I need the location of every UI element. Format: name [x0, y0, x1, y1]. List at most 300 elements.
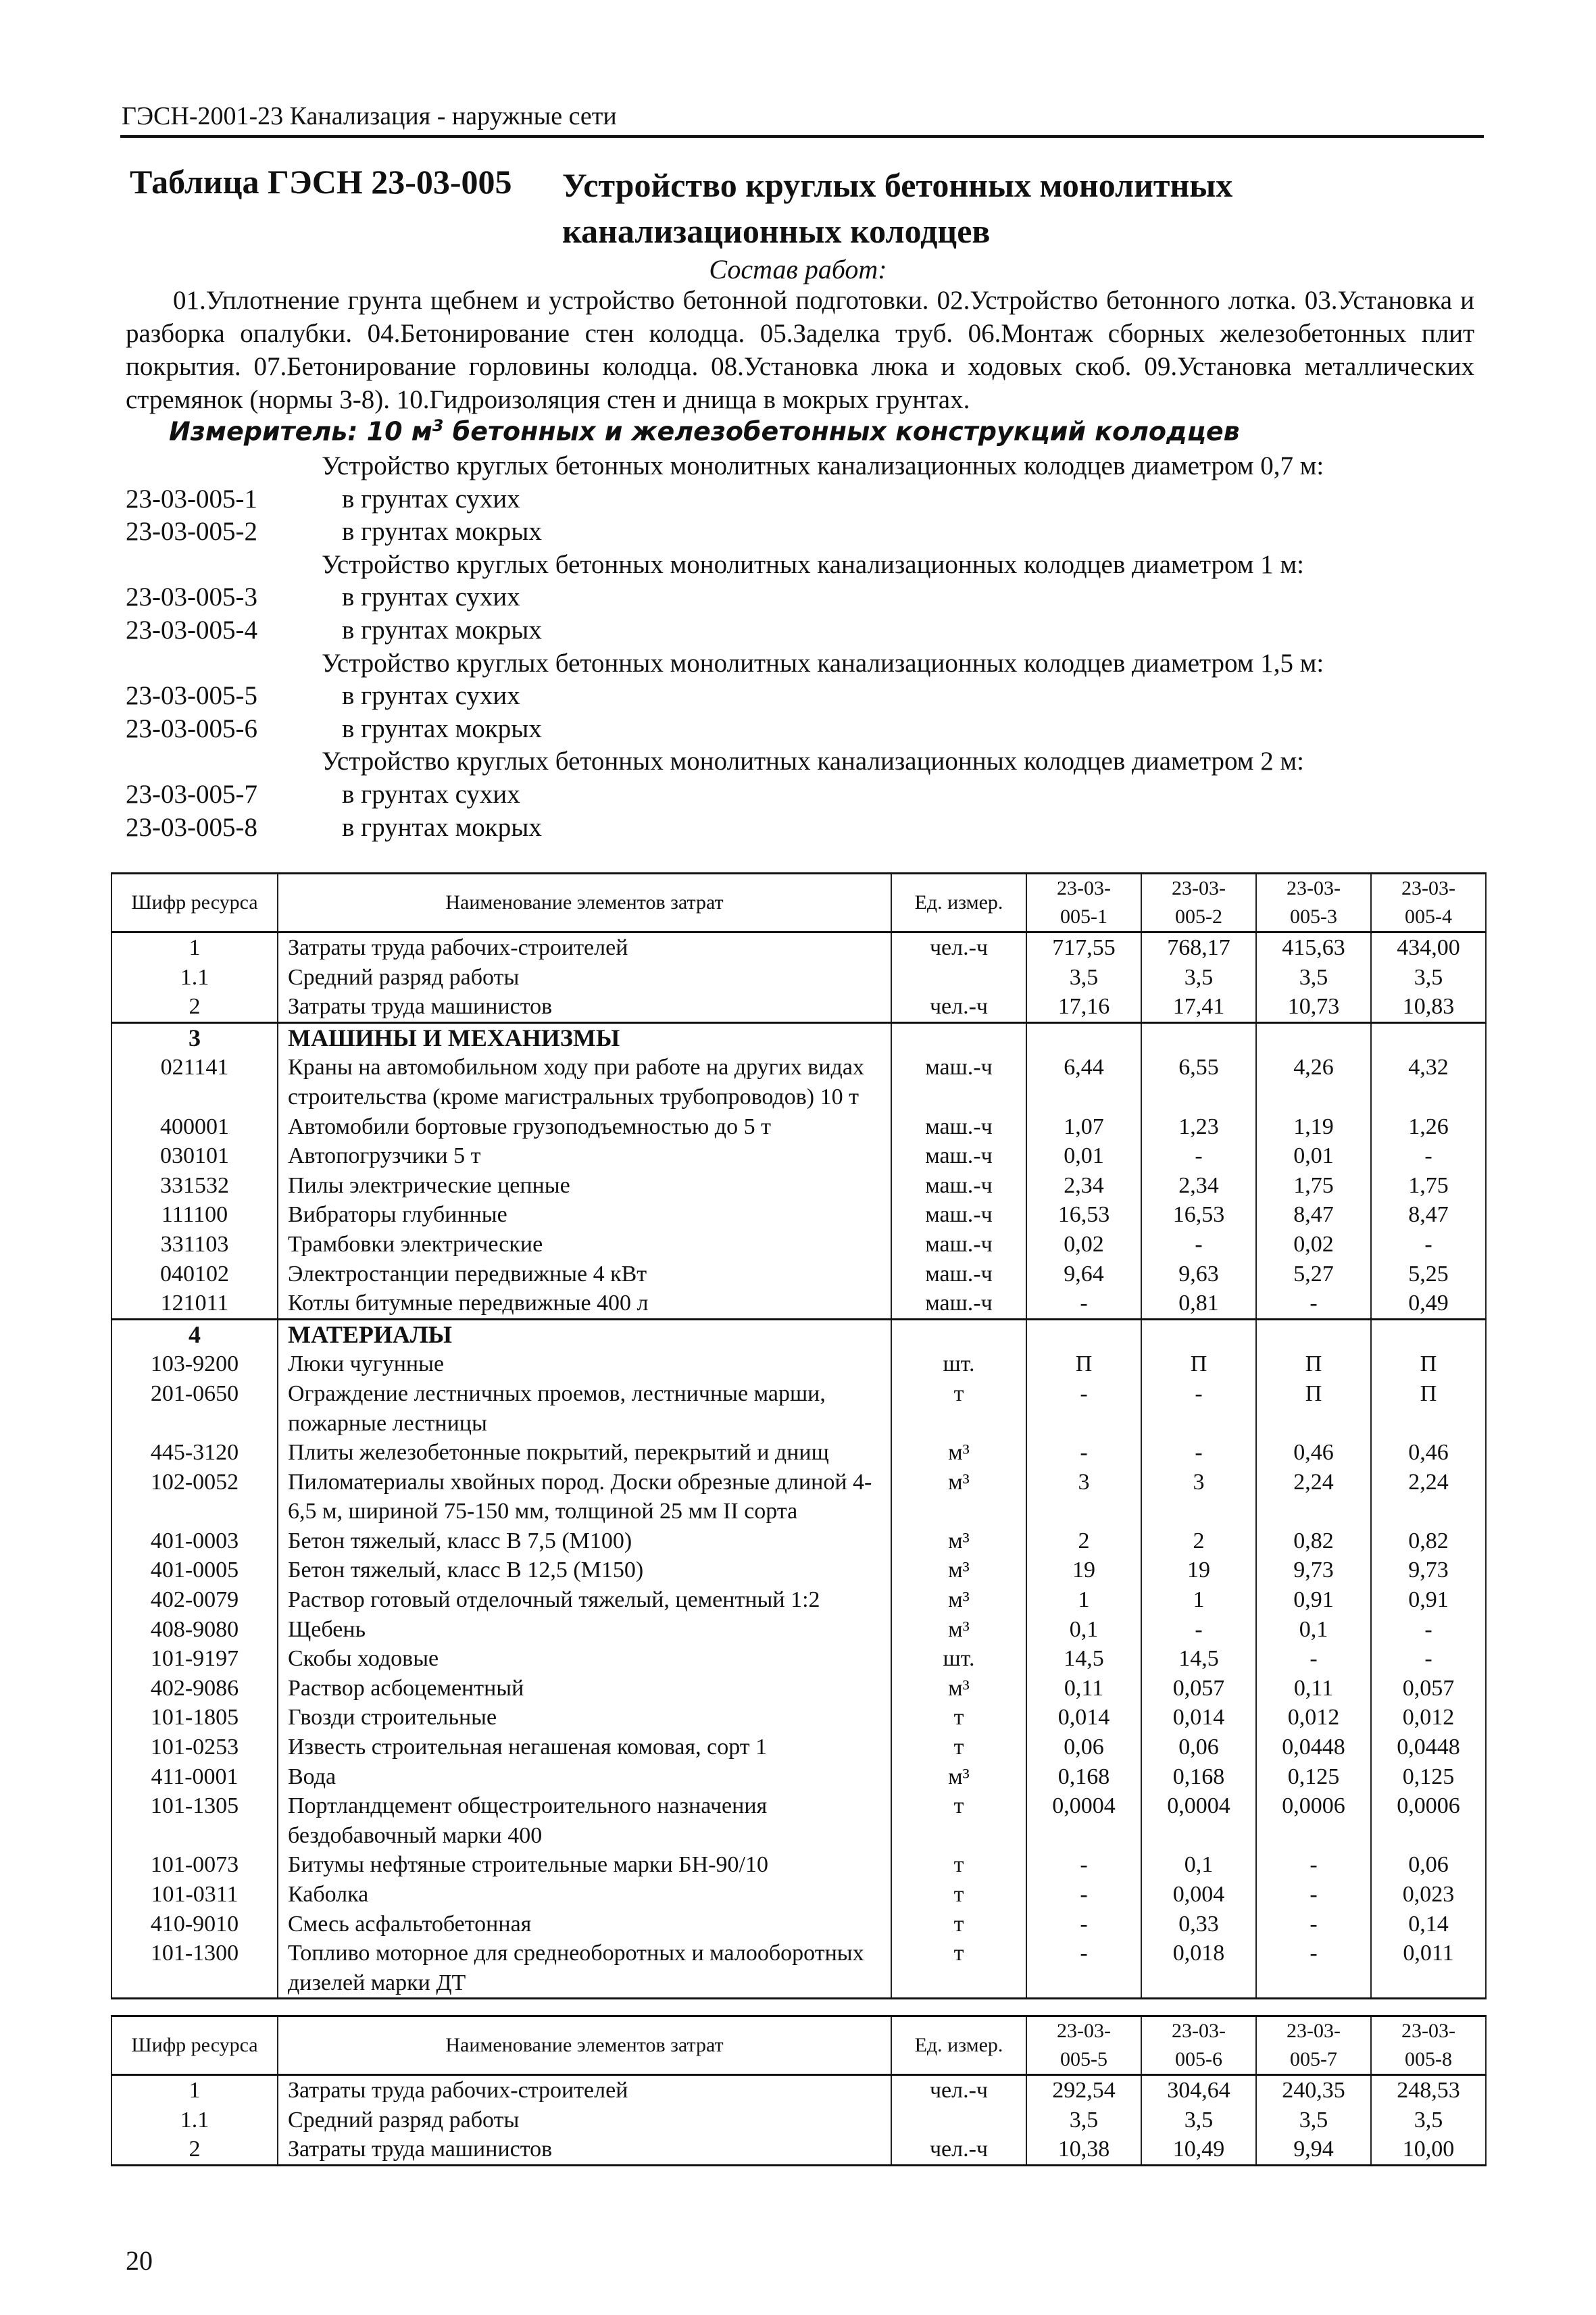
unit: т [891, 1939, 1026, 1999]
resource-code: 030101 [111, 1141, 278, 1171]
norm-value: 0,81 [1141, 1289, 1256, 1319]
norm-text: в грунтах сухих [342, 779, 520, 809]
norm-value: 0,0004 [1141, 1791, 1256, 1850]
norm-value: 0,0006 [1371, 1791, 1486, 1850]
table-row [111, 1349, 1486, 1379]
resource-code: 101-1305 [111, 1791, 278, 1850]
norm-value: П [1371, 1349, 1486, 1379]
resource-code: 101-0311 [111, 1880, 278, 1910]
norm-item [126, 581, 1484, 614]
resource-name: Трамбовки электрические [278, 1230, 891, 1260]
column-header: Шифр ресурса [111, 874, 278, 932]
norm-value: - [1141, 1379, 1256, 1438]
table-row [111, 1260, 1486, 1289]
column-header: Шифр ресурса [111, 2016, 278, 2075]
unit: м³ [891, 1468, 1026, 1526]
norm-value: 3,5 [1256, 963, 1371, 993]
norm-value: 0,11 [1026, 1674, 1141, 1703]
norm-value: 9,73 [1256, 1555, 1371, 1585]
norm-value: 0,06 [1371, 1850, 1486, 1880]
norm-value: 0,023 [1371, 1880, 1486, 1910]
norm-value: 415,63 [1256, 932, 1371, 963]
resource-name: Краны на автомобильном ходу при работе на других видах строительства (кроме магистральных трубопроводов) 10 т [278, 1053, 891, 1112]
resource-code: 103-9200 [111, 1349, 278, 1379]
unit: м³ [891, 1585, 1026, 1615]
unit: маш.-ч [891, 1200, 1026, 1230]
norm-value: 0,49 [1371, 1289, 1486, 1319]
unit: шт. [891, 1349, 1026, 1379]
unit: м³ [891, 1615, 1026, 1645]
unit: чел.-ч [891, 992, 1026, 1022]
unit: т [891, 1733, 1026, 1762]
unit: маш.-ч [891, 1112, 1026, 1142]
norm-code: 23-03-005-2 [126, 517, 257, 547]
norm-value: 9,63 [1141, 1260, 1256, 1289]
norm-value: 6,55 [1141, 1053, 1256, 1112]
unit: маш.-ч [891, 1230, 1026, 1260]
resource-code: 1 [111, 932, 278, 963]
table-row [111, 932, 1486, 963]
resource-name: Каболка [278, 1880, 891, 1910]
table-name-line-2: канализационных колодцев [562, 212, 991, 250]
norm-value: 3,5 [1256, 2106, 1371, 2135]
table-row [111, 1880, 1486, 1910]
norm-value: 10,38 [1026, 2135, 1141, 2165]
norm-value [1141, 1319, 1256, 1349]
norm-item [126, 778, 1484, 812]
norm-value: 0,06 [1141, 1733, 1256, 1762]
norm-value: 0,018 [1141, 1939, 1256, 1999]
norm-value: 10,83 [1371, 992, 1486, 1022]
table-row [111, 1762, 1486, 1792]
running-header: ГЭСН-2001-23 Канализация - наружные сети [122, 102, 617, 130]
norm-value: 16,53 [1141, 1200, 1256, 1230]
norm-text: в грунтах мокрых [342, 517, 542, 547]
norm-value: 0,01 [1256, 1141, 1371, 1171]
norm-value: - [1026, 1289, 1141, 1319]
norm-value: - [1256, 1939, 1371, 1999]
norm-text: Устройство круглых бетонных монолитных канализационных колодцев диаметром 0,7 м: [322, 451, 1324, 480]
resource-name: Ограждение лестничных проемов, лестничные марши, пожарные лестницы [278, 1379, 891, 1438]
resource-name: Портландцемент общестроительного назначения бездобавочный марки 400 [278, 1791, 891, 1850]
table-row [111, 1022, 1486, 1053]
norm-value: 5,27 [1256, 1260, 1371, 1289]
norm-value: 0,0448 [1256, 1733, 1371, 1762]
norm-item [126, 713, 1484, 746]
header-rule [120, 135, 1484, 138]
norm-value [1026, 1022, 1141, 1053]
resource-code: 3 [111, 1022, 278, 1053]
resource-code: 101-0073 [111, 1850, 278, 1880]
page-number: 20 [126, 2245, 153, 2276]
norm-value: 0,91 [1256, 1585, 1371, 1615]
unit [891, 963, 1026, 993]
table-row [111, 1674, 1486, 1703]
resource-code: 101-1300 [111, 1939, 278, 1999]
resource-name: Бетон тяжелый, класс В 7,5 (М100) [278, 1526, 891, 1556]
resource-code: 401-0003 [111, 1526, 278, 1556]
norm-value: 0,02 [1026, 1230, 1141, 1260]
resource-code: 1.1 [111, 2106, 278, 2135]
resource-code: 1 [111, 2075, 278, 2106]
norm-value [1256, 1319, 1371, 1349]
norm-value [1371, 1319, 1486, 1349]
resource-name: Щебень [278, 1615, 891, 1645]
norm-text: в грунтах мокрых [342, 714, 542, 743]
resource-code: 2 [111, 992, 278, 1022]
table-header-row [111, 874, 1486, 932]
table-row [111, 1053, 1486, 1112]
norm-value: - [1026, 1880, 1141, 1910]
resource-name: Затраты труда рабочих-строителей [278, 932, 891, 963]
norm-value: 14,5 [1026, 1644, 1141, 1674]
unit: т [891, 1791, 1026, 1850]
resource-code: 331103 [111, 1230, 278, 1260]
norm-text: Устройство круглых бетонных монолитных канализационных колодцев диаметром 1,5 м: [322, 648, 1324, 678]
column-header: 23-03- 005-3 [1256, 874, 1371, 932]
norm-value: 1,07 [1026, 1112, 1141, 1142]
resource-code: 408-9080 [111, 1615, 278, 1645]
norm-value: 0,168 [1141, 1762, 1256, 1792]
norm-value: 0,11 [1256, 1674, 1371, 1703]
norm-value [1256, 1022, 1371, 1053]
norm-value: 8,47 [1256, 1200, 1371, 1230]
table-row [111, 1555, 1486, 1585]
norm-value: 0,0006 [1256, 1791, 1371, 1850]
norm-value: 0,0004 [1026, 1791, 1141, 1850]
unit: маш.-ч [891, 1141, 1026, 1171]
table-row [111, 1644, 1486, 1674]
norm-value: 2,34 [1026, 1171, 1141, 1201]
norm-value [1371, 1022, 1486, 1053]
norm-value: - [1256, 1910, 1371, 1939]
resource-name: Затраты труда рабочих-строителей [278, 2075, 891, 2106]
resource-code: 102-0052 [111, 1468, 278, 1526]
unit: т [891, 1850, 1026, 1880]
resource-code: 445-3120 [111, 1438, 278, 1468]
norm-text: в грунтах мокрых [342, 615, 542, 645]
resource-code: 101-9197 [111, 1644, 278, 1674]
norm-code: 23-03-005-5 [126, 681, 257, 711]
norm-value: 0,1 [1026, 1615, 1141, 1645]
unit: маш.-ч [891, 1289, 1026, 1319]
column-header: 23-03- 005-2 [1141, 874, 1256, 932]
resource-code: 4 [111, 1319, 278, 1349]
norm-value: 0,1 [1141, 1850, 1256, 1880]
unit: маш.-ч [891, 1260, 1026, 1289]
norm-value: - [1256, 1644, 1371, 1674]
norm-value: - [1141, 1615, 1256, 1645]
norm-value: - [1026, 1850, 1141, 1880]
resource-name: Автомобили бортовые грузоподъемностью до 5 т [278, 1112, 891, 1142]
resource-code: 1.1 [111, 963, 278, 993]
norm-group-heading [126, 647, 1484, 680]
table-row [111, 1112, 1486, 1142]
table-row [111, 1526, 1486, 1556]
norm-value: 1,19 [1256, 1112, 1371, 1142]
resource-name: Люки чугунные [278, 1349, 891, 1379]
norm-value: 292,54 [1026, 2075, 1141, 2106]
norm-value: 248,53 [1371, 2075, 1486, 2106]
resource-code: 402-9086 [111, 1674, 278, 1703]
unit: т [891, 1703, 1026, 1733]
resource-name: Вибраторы глубинные [278, 1200, 891, 1230]
column-header: 23-03- 005-5 [1026, 2016, 1141, 2075]
norm-value: П [1371, 1379, 1486, 1438]
norm-text: в грунтах сухих [342, 582, 520, 612]
unit: т [891, 1379, 1026, 1438]
resource-code: 040102 [111, 1260, 278, 1289]
norm-value: 0,14 [1371, 1910, 1486, 1939]
norm-code: 23-03-005-6 [126, 714, 257, 743]
norm-value: 9,64 [1026, 1260, 1141, 1289]
norm-item [126, 483, 1484, 516]
norm-value: 9,94 [1256, 2135, 1371, 2165]
resource-code: 2 [111, 2135, 278, 2165]
norm-value: 304,64 [1141, 2075, 1256, 2106]
norm-item [126, 812, 1484, 845]
table-row [111, 2106, 1486, 2135]
resource-name: Пиломатериалы хвойных пород. Доски обрезные длиной 4-6,5 м, шириной 75-150 мм, толщиной 25 мм II сорта [278, 1468, 891, 1526]
table-row [111, 1910, 1486, 1939]
table-name [562, 162, 1232, 254]
norm-text: в грунтах сухих [342, 681, 520, 711]
norm-value: 1,75 [1256, 1171, 1371, 1201]
resource-name: Раствор асбоцементный [278, 1674, 891, 1703]
norm-value: 3,5 [1371, 963, 1486, 993]
norm-value: 3,5 [1141, 963, 1256, 993]
norm-group-heading [126, 450, 1484, 483]
norm-value: 0,014 [1026, 1703, 1141, 1733]
unit: т [891, 1880, 1026, 1910]
norm-value: 717,55 [1026, 932, 1141, 963]
resources-table-2 [111, 2015, 1487, 2166]
unit: м³ [891, 1555, 1026, 1585]
resource-name: Котлы битумные передвижные 400 л [278, 1289, 891, 1319]
unit [891, 1022, 1026, 1053]
table-row [111, 1733, 1486, 1762]
resource-code: 121011 [111, 1289, 278, 1319]
norm-value: 0,46 [1256, 1438, 1371, 1468]
resource-code: 101-0253 [111, 1733, 278, 1762]
norm-value: 0,057 [1141, 1674, 1256, 1703]
table-row [111, 992, 1486, 1022]
meter-superscript: 3 [432, 416, 444, 435]
table-row [111, 1791, 1486, 1850]
norm-value: 0,011 [1371, 1939, 1486, 1999]
norm-value: 2 [1026, 1526, 1141, 1556]
table-row [111, 1141, 1486, 1171]
unit [891, 2106, 1026, 2135]
norm-text: в грунтах сухих [342, 484, 520, 514]
resource-code: 410-9010 [111, 1910, 278, 1939]
norm-value: 0,125 [1371, 1762, 1486, 1792]
norm-value: 240,35 [1256, 2075, 1371, 2106]
table-row [111, 963, 1486, 993]
norm-text: Устройство круглых бетонных монолитных канализационных колодцев диаметром 2 м: [322, 747, 1304, 776]
meter-suffix: бетонных и железобетонных конструкций колодцев [443, 416, 1240, 447]
unit: м³ [891, 1526, 1026, 1556]
norm-value: 9,73 [1371, 1555, 1486, 1585]
norm-value: - [1026, 1379, 1141, 1438]
norm-group-heading [126, 549, 1484, 582]
norm-value: - [1371, 1615, 1486, 1645]
column-header: 23-03- 005-4 [1371, 874, 1486, 932]
norm-value: 0,02 [1256, 1230, 1371, 1260]
resource-name: Автопогрузчики 5 т [278, 1141, 891, 1171]
resource-name: Битумы нефтяные строительные марки БН-90/10 [278, 1850, 891, 1880]
norm-value: - [1371, 1644, 1486, 1674]
norm-value: 1 [1141, 1585, 1256, 1615]
norm-value: - [1256, 1850, 1371, 1880]
resource-code: 021141 [111, 1053, 278, 1112]
norm-value: 14,5 [1141, 1644, 1256, 1674]
resource-name: Раствор готовый отделочный тяжелый, цементный 1:2 [278, 1585, 891, 1615]
column-header: Наименование элементов затрат [278, 874, 891, 932]
norm-value: 3 [1141, 1468, 1256, 1526]
column-header: 23-03- 005-6 [1141, 2016, 1256, 2075]
norms-list [126, 450, 1484, 844]
norm-value: - [1371, 1230, 1486, 1260]
norm-text: Устройство круглых бетонных монолитных канализационных колодцев диаметром 1 м: [322, 549, 1304, 579]
table-row [111, 1230, 1486, 1260]
norm-code: 23-03-005-8 [126, 812, 257, 842]
norm-value: П [1256, 1349, 1371, 1379]
norm-value: 4,26 [1256, 1053, 1371, 1112]
norm-value: 2 [1141, 1526, 1256, 1556]
resource-name: Средний разряд работы [278, 963, 891, 993]
norm-value: П [1026, 1349, 1141, 1379]
norm-value: - [1371, 1141, 1486, 1171]
unit: шт. [891, 1644, 1026, 1674]
table-row [111, 1939, 1486, 1999]
column-header: Наименование элементов затрат [278, 2016, 891, 2075]
column-header: 23-03- 005-1 [1026, 874, 1141, 932]
norm-value: 17,16 [1026, 992, 1141, 1022]
column-header: Ед. измер. [891, 2016, 1026, 2075]
norm-value: 0,91 [1371, 1585, 1486, 1615]
resource-code: 101-1805 [111, 1703, 278, 1733]
norm-value: 5,25 [1371, 1260, 1486, 1289]
norm-value: 3,5 [1141, 2106, 1256, 2135]
table-row [111, 1468, 1486, 1526]
norm-value: 19 [1141, 1555, 1256, 1585]
norm-value: 16,53 [1026, 1200, 1141, 1230]
unit: маш.-ч [891, 1171, 1026, 1201]
norm-value: - [1256, 1289, 1371, 1319]
norm-value: 0,004 [1141, 1880, 1256, 1910]
norm-value: 0,168 [1026, 1762, 1141, 1792]
norm-value: - [1026, 1910, 1141, 1939]
norm-value: 0,82 [1371, 1526, 1486, 1556]
resource-name: Скобы ходовые [278, 1644, 891, 1674]
norm-item [126, 680, 1484, 713]
norm-value: 6,44 [1026, 1053, 1141, 1112]
resource-code: 401-0005 [111, 1555, 278, 1585]
norm-value: 1 [1026, 1585, 1141, 1615]
norm-value: 8,47 [1371, 1200, 1486, 1230]
resource-name: МАШИНЫ И МЕХАНИЗМЫ [278, 1022, 891, 1053]
resource-name: МАТЕРИАЛЫ [278, 1319, 891, 1349]
norm-value: 0,46 [1371, 1438, 1486, 1468]
resource-name: Известь строительная негашеная комовая, сорт 1 [278, 1733, 891, 1762]
norm-value: 768,17 [1141, 932, 1256, 963]
resource-name: Гвозди строительные [278, 1703, 891, 1733]
resource-code: 331532 [111, 1171, 278, 1201]
unit [891, 1319, 1026, 1349]
norm-value: - [1141, 1438, 1256, 1468]
composition-title: Состав работ: [709, 254, 887, 284]
resource-name: Затраты труда машинистов [278, 992, 891, 1022]
meter-prefix: Измеритель: 10 м [169, 416, 432, 447]
norm-value: - [1026, 1939, 1141, 1999]
norm-group-heading [126, 745, 1484, 778]
norm-value: 0,012 [1256, 1703, 1371, 1733]
norm-value: 3,5 [1026, 2106, 1141, 2135]
unit: м³ [891, 1674, 1026, 1703]
resource-name: Пилы электрические цепные [278, 1171, 891, 1201]
norm-value: 0,012 [1371, 1703, 1486, 1733]
table-row [111, 1200, 1486, 1230]
norm-value: 2,24 [1371, 1468, 1486, 1526]
norm-value: 0,01 [1026, 1141, 1141, 1171]
column-header: Ед. измер. [891, 874, 1026, 932]
composition-text: 01.Уплотнение грунта щебнем и устройство бетонной подготовки. 02.Устройство бетонного лотка. 03.Установка и разборка опалубки. 04.Бетонирование стен колодца. 05.Заделка труб. 06.Монтаж сборных железобетонных плит покрытия. 07.Бетонирование горловины колодца. 08.Установка люка и ходовых скоб. 09.Установка металлических стремянок (нормы 3-8). 10.Гидроизоляция стен и днища в мокрых грунтах. [126, 286, 1474, 414]
resource-name: Вода [278, 1762, 891, 1792]
unit: т [891, 1910, 1026, 1939]
norm-value: 19 [1026, 1555, 1141, 1585]
norm-value: 0,125 [1256, 1762, 1371, 1792]
table-row [111, 2135, 1486, 2165]
resource-name: Смесь асфальтобетонная [278, 1910, 891, 1939]
unit: м³ [891, 1438, 1026, 1468]
table-header-row [111, 2016, 1486, 2075]
table-code: Таблица ГЭСН 23-03-005 [130, 163, 512, 201]
norm-item [126, 614, 1484, 647]
resource-name: Топливо моторное для среднеоборотных и малооборотных дизелей марки ДТ [278, 1939, 891, 1999]
norm-value: 0,82 [1256, 1526, 1371, 1556]
norm-code: 23-03-005-3 [126, 582, 257, 612]
resource-code: 111100 [111, 1200, 278, 1230]
norm-value: 10,00 [1371, 2135, 1486, 2165]
resource-code: 402-0079 [111, 1585, 278, 1615]
norm-value: 10,49 [1141, 2135, 1256, 2165]
unit: чел.-ч [891, 2135, 1026, 2165]
norm-value: - [1256, 1880, 1371, 1910]
measurement-unit [169, 416, 1240, 447]
table-row [111, 1585, 1486, 1615]
table-row [111, 1319, 1486, 1349]
norm-value: 0,0448 [1371, 1733, 1486, 1762]
norm-value: 3 [1026, 1468, 1141, 1526]
norm-value: 434,00 [1371, 932, 1486, 963]
norm-value: 4,32 [1371, 1053, 1486, 1112]
column-header: 23-03- 005-8 [1371, 2016, 1486, 2075]
table-row [111, 1438, 1486, 1468]
norm-value: 1,26 [1371, 1112, 1486, 1142]
table-row [111, 1379, 1486, 1438]
norm-value [1141, 1022, 1256, 1053]
norm-value: 0,06 [1026, 1733, 1141, 1762]
resource-name: Бетон тяжелый, класс В 12,5 (М150) [278, 1555, 891, 1585]
norm-value: 3,5 [1371, 2106, 1486, 2135]
norm-item [126, 516, 1484, 549]
resource-name: Плиты железобетонные покрытий, перекрытий и днищ [278, 1438, 891, 1468]
norm-value: - [1141, 1141, 1256, 1171]
norm-value: 2,34 [1141, 1171, 1256, 1201]
table-row [111, 1289, 1486, 1319]
norm-value: П [1256, 1379, 1371, 1438]
